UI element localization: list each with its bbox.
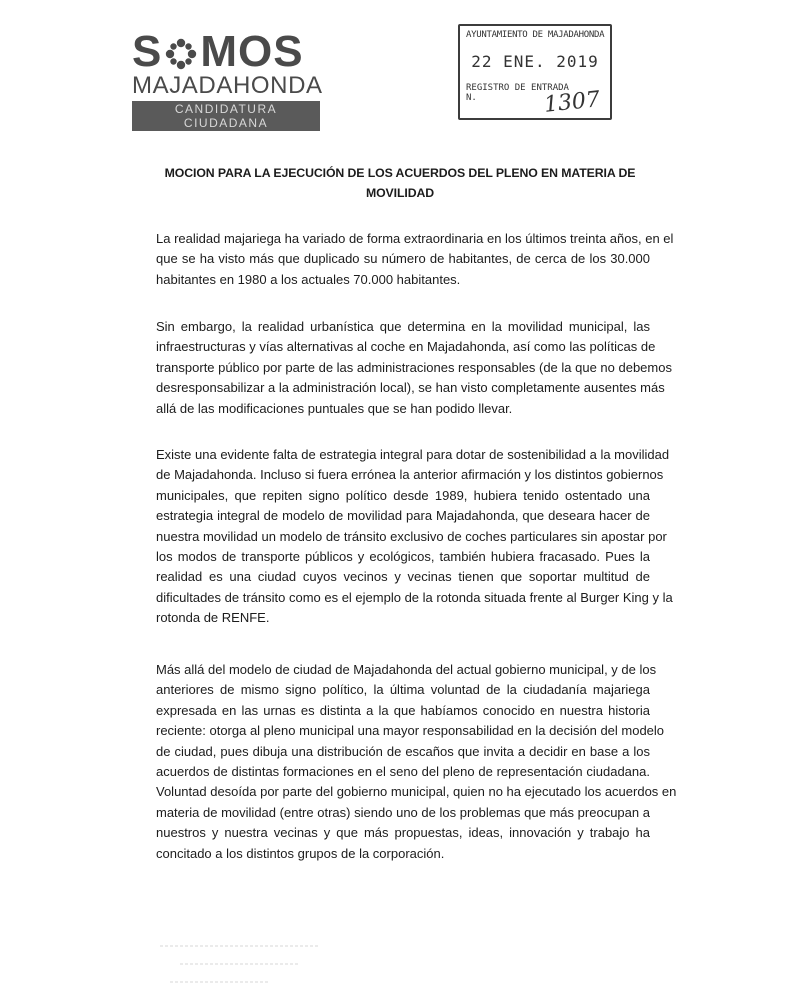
- registration-stamp: [458, 24, 612, 120]
- stamp-date: 22 ENE. 2019: [471, 52, 599, 71]
- bleed-through-marks: [160, 938, 400, 988]
- somos-majadahonda-logo: [132, 27, 328, 132]
- text-line: infraestructuras y vías alternativas al coche en Majadahonda, así como las políticas de: [156, 339, 656, 355]
- logo-candidatura: CANDIDATURA CIUDADANA: [132, 101, 320, 131]
- logo-mos: MOS: [200, 27, 304, 76]
- text-line: allá de las modificaciones puntuales que se han podido llevar.: [156, 400, 513, 416]
- stamp-registro: REGISTRO DE ENTRADA: [466, 83, 569, 93]
- text-line: expresada en las urnas es distinta a la que habíamos conocido en nuestra historia: [156, 702, 650, 718]
- text-line: estrategia integral de modelo de movilidad para Majadahonda, que deseara hacer de: [156, 508, 650, 524]
- text-line: habitantes en 1980 a los actuales 70.000 habitantes.: [156, 271, 461, 287]
- logo-s: S: [132, 27, 163, 76]
- text-line: reciente: otorga al pleno municipal una mayor responsabilidad en la decisión del modelo: [156, 723, 665, 739]
- text-line: desresponsabilizar a la administración local), se han visto completamente ausentes más: [156, 380, 665, 396]
- stamp-handwritten-number: 1307: [542, 87, 602, 118]
- text-line: dificultades de tránsito como es el ejemplo de la rotonda situada frente al Burger King y la: [156, 589, 673, 605]
- text-line: anteriores de mismo signo político, la última voluntad de la ciudadanía majariega: [156, 682, 650, 698]
- text-line: concitado a los distintos grupos de la corporación.: [156, 845, 445, 861]
- text-line: nuestros y nuestra vecinas y que más propuestas, ideas, innovación y trabajo ha: [156, 825, 650, 841]
- text-line: materia de movilidad (entre otras) siendo uno de los problemas que más preocupan a: [156, 804, 650, 820]
- title-line-2: MOVILIDAD: [365, 186, 435, 200]
- text-line: que se ha visto más que duplicado su número de habitantes, de cerca de los 30.000: [156, 251, 650, 267]
- title-line-1: MOCION PARA LA EJECUCIÓN DE LOS ACUERDOS DEL PLENO EN MATERIA DE: [164, 166, 636, 180]
- text-line: transporte público por parte de las administraciones responsables (de la que no debemos: [156, 359, 672, 375]
- logo-majadahonda: MAJADAHONDA: [132, 72, 323, 99]
- stamp-header: AYUNTAMIENTO DE MAJADAHONDA: [466, 30, 605, 40]
- logo-wordmark: [132, 27, 328, 76]
- text-line: rotonda de RENFE.: [156, 610, 270, 626]
- logo-dots-icon: [165, 36, 197, 68]
- text-line: Sin embargo, la realidad urbanística que determina en la movilidad municipal, las: [156, 319, 650, 334]
- text-line: La realidad majariega ha variado de forma extraordinaria en los últimos treinta años, en el: [156, 231, 674, 246]
- document-title: [150, 163, 650, 203]
- text-line: Más allá del modelo de ciudad de Majadahonda del actual gobierno municipal, y de los: [156, 662, 657, 677]
- text-line: nuestra movilidad un modelo de tránsito exclusivo de coches particulares sin apostar por: [156, 528, 667, 544]
- paragraph-2: [156, 317, 672, 419]
- stamp-n-label: N.: [466, 93, 477, 103]
- text-line: municipales, que repiten signo político desde 1989, hubiera tenido ostentado una: [156, 487, 650, 503]
- text-line: de Majadahonda. Incluso si fuera errónea la anterior afirmación y los distintos gobiernos: [156, 467, 664, 483]
- text-line: de ciudad, pues dibuja una distribución de escaños que invita a decidir en base a los: [156, 743, 650, 759]
- text-line: realidad es una ciudad cuyos vecinos y vecinas tienen que soportar multitud de: [156, 569, 650, 585]
- paragraph-1: [156, 229, 674, 290]
- text-line: Voluntad desoída por parte del gobierno municipal, quien no ha ejecutado los acuerdos en: [156, 784, 677, 800]
- text-line: Existe una evidente falta de estrategia integral para dotar de sostenibilidad a la movilidad: [156, 447, 670, 462]
- paragraph-4: [156, 660, 677, 864]
- text-line: acuerdos de distintas formaciones en el seno del pleno de representación ciudadana.: [156, 764, 650, 780]
- text-line: los modos de transporte públicos y ecológicos, también hubiera fracasado. Pues la: [156, 549, 650, 565]
- paragraph-3: [156, 445, 673, 629]
